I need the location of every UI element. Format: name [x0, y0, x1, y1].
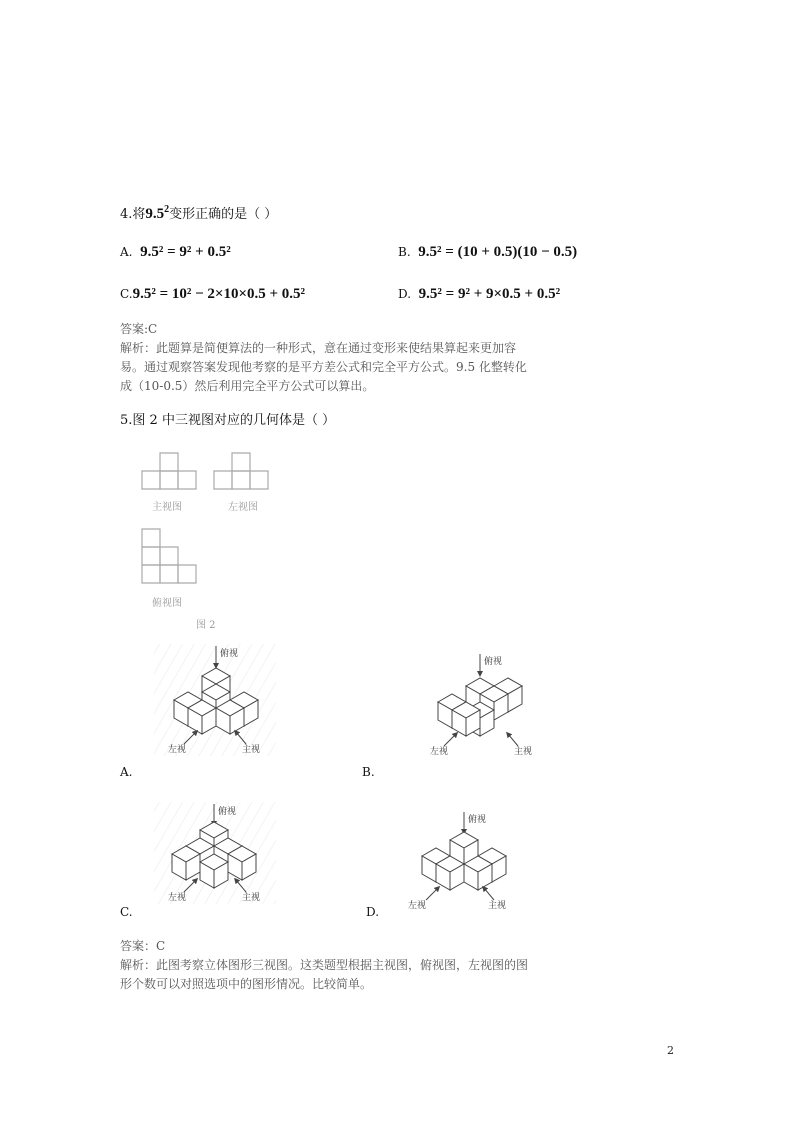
iso-label-top: 俯视	[484, 657, 503, 667]
front-view-cell	[160, 453, 178, 471]
q5-option-a: A.	[120, 765, 133, 779]
top-view-cell	[160, 565, 178, 583]
q5-stem: 5.图 2 中三视图对应的几何体是（ ）	[120, 413, 336, 428]
q5-answer: 答案：C	[120, 939, 166, 953]
front-view-cell	[178, 471, 196, 489]
iso-label-left: 左视	[168, 745, 187, 755]
q4-stem-math: $9.5^2$	[145, 204, 170, 222]
top-view-cell	[178, 565, 196, 583]
page-number: 2	[667, 1044, 674, 1057]
left-view-cell	[250, 471, 268, 489]
q4-option-a-expr: 9.5² = 9² + 0.5²	[140, 244, 231, 260]
q4-analysis-line: 易。通过观察答案发现他考察的是平方差公式和完全平方公式。9.5 化整转化	[120, 360, 527, 374]
top-view-cell	[160, 547, 178, 565]
top-view-figure	[140, 528, 200, 588]
q4-option-b: B. 9.5² = (10 + 0.5)(10 − 0.5)	[398, 244, 578, 260]
q4-stem: 4.将$9.5^2$变形正确的是（ ）	[120, 204, 278, 222]
q5-option-b: B.	[362, 765, 375, 779]
top-view-cell	[142, 547, 160, 565]
q5-analysis-line: 解析：此图考察立体图形三视图。这类题型根据主视图，俯视图，左视图的图	[120, 958, 529, 972]
figure-caption: 图 2	[196, 620, 216, 631]
top-view-cell	[142, 565, 160, 583]
top-view-cell	[142, 529, 160, 547]
iso-label-top: 俯视	[220, 649, 239, 659]
front-view-cell	[160, 471, 178, 489]
q4-answer: 答案:C	[120, 322, 158, 336]
front-view-figure	[140, 452, 200, 492]
option-a-figure	[150, 640, 280, 760]
q4-option-d-expr: 9.5² = 9² + 9×0.5 + 0.5²	[418, 286, 561, 302]
q5-option-c: C.	[120, 905, 133, 919]
iso-label-front: 主视	[514, 747, 533, 757]
iso-label-left: 左视	[168, 893, 187, 903]
top-view-label: 俯视图	[152, 598, 182, 609]
left-view-figure	[212, 452, 272, 492]
iso-label-front: 主视	[488, 901, 507, 911]
q5-answer-block	[120, 937, 528, 994]
iso-label-left: 左视	[430, 747, 449, 757]
q4-answer-block	[120, 320, 527, 396]
iso-label-front: 主视	[242, 745, 261, 755]
iso-label-left: 左视	[408, 901, 427, 911]
option-c-figure	[150, 798, 280, 908]
option-b-figure	[420, 650, 550, 760]
q4-option-a: A. 9.5² = 9² + 0.5²	[120, 244, 231, 260]
left-view-label: 左视图	[228, 502, 258, 513]
iso-label-top: 俯视	[468, 815, 487, 825]
q4-option-d: D. 9.5² = 9² + 9×0.5 + 0.5²	[398, 286, 561, 302]
q4-option-c: C.9.5² = 10² − 2×10×0.5 + 0.5²	[120, 286, 306, 302]
q4-analysis-line: 成（10-0.5）然后利用完全平方公式可以算出。	[120, 379, 375, 393]
left-view-cell	[232, 453, 250, 471]
q5-analysis-line: 形个数可以对照选项中的图形情况。比较简单。	[120, 977, 373, 991]
q4-option-c-expr: 9.5² = 10² − 2×10×0.5 + 0.5²	[132, 286, 306, 302]
left-view-cell	[232, 471, 250, 489]
iso-label-front: 主视	[242, 893, 261, 903]
q5-option-d: D.	[366, 905, 380, 919]
iso-label-top: 俯视	[218, 807, 237, 817]
left-view-cell	[214, 471, 232, 489]
front-view-cell	[142, 471, 160, 489]
q4-option-b-expr: 9.5² = (10 + 0.5)(10 − 0.5)	[418, 244, 578, 260]
front-view-label: 主视图	[152, 502, 182, 513]
option-d-figure	[404, 808, 534, 914]
q4-analysis-line: 解析：此题算是简便算法的一种形式，意在通过变形来使结果算起来更加容	[120, 341, 517, 355]
